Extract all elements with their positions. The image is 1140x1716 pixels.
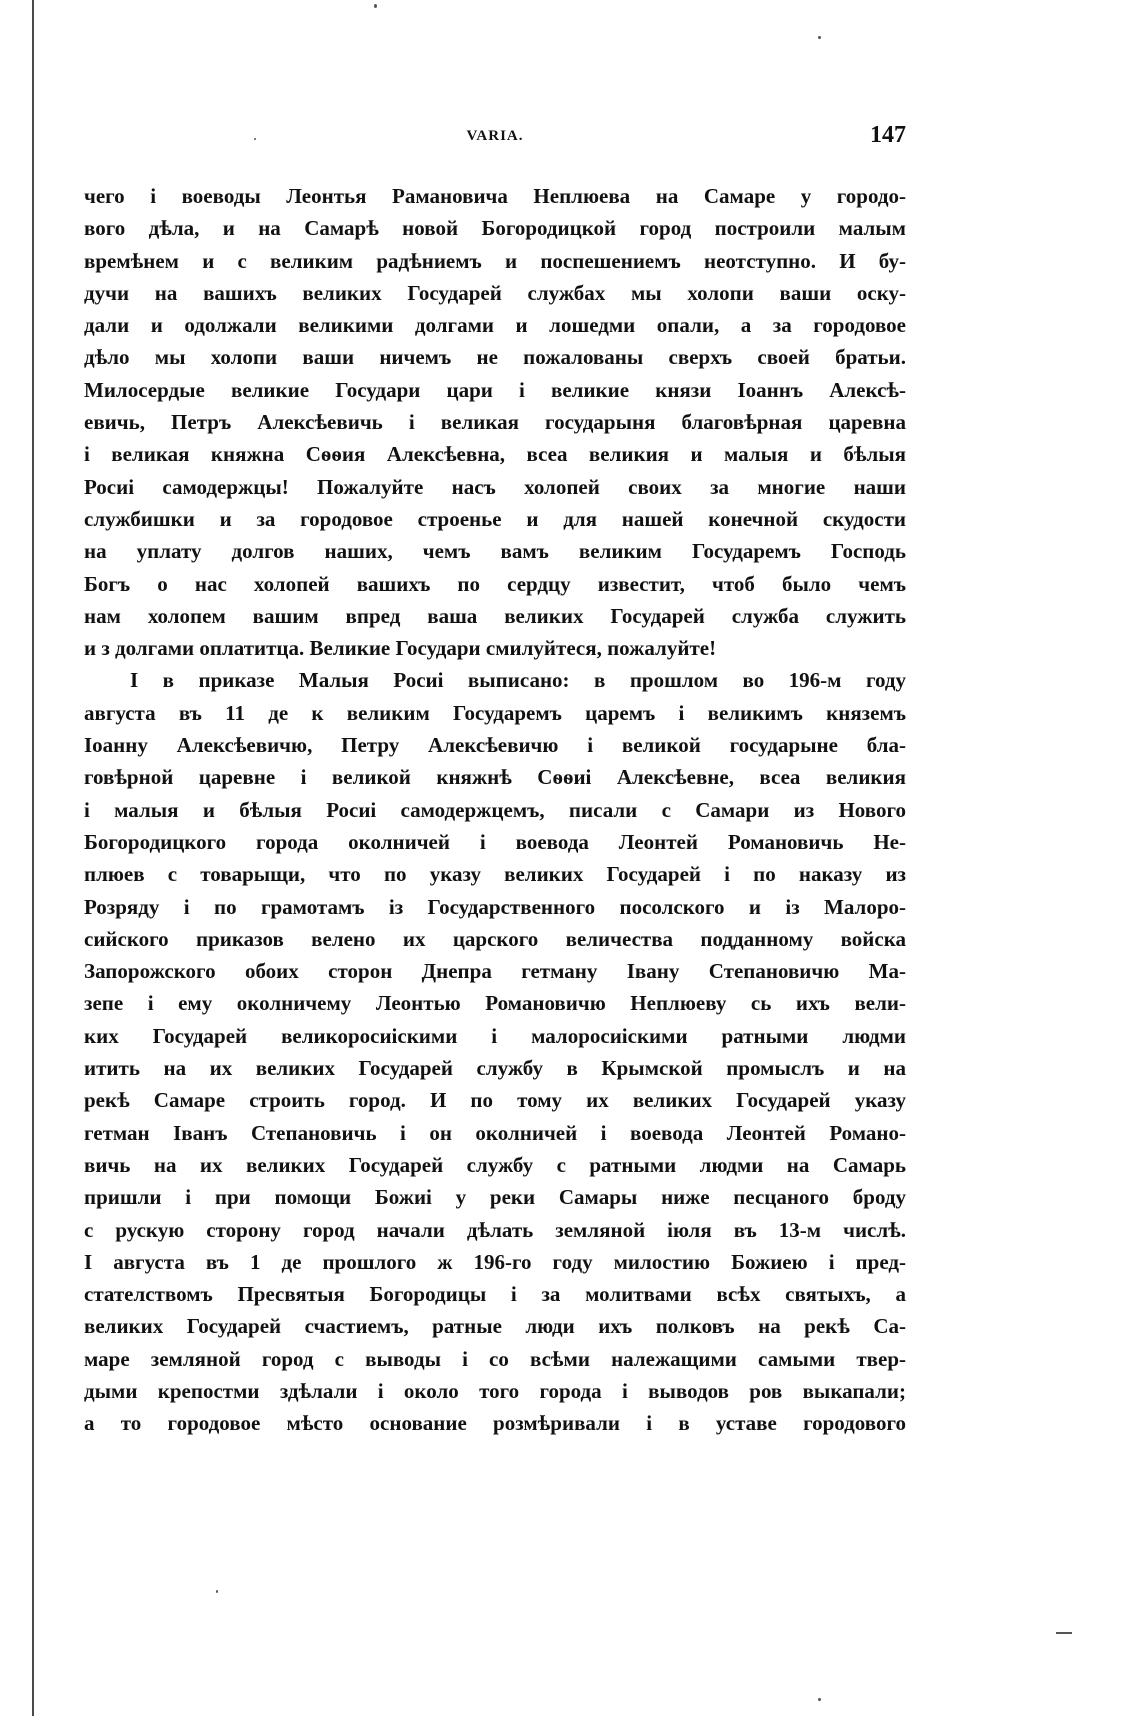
text-line: дѣло мы холопи ваши ничемъ не пожалованы сверхъ своей братьи. bbox=[84, 345, 906, 370]
scan-page-edge bbox=[32, 0, 34, 1716]
text-line: сийского приказов велено их царского величества подданному войска bbox=[84, 926, 906, 951]
text-line: ких Государей великоросиіскими і малоросиіскими ратными людми bbox=[84, 1023, 906, 1048]
text-line: времѣнем и с великим радѣниемъ и поспешениемъ неотступно. И бу- bbox=[84, 248, 906, 273]
text-line: августа въ 11 де к великим Государемъ царемъ і великимъ княземъ bbox=[84, 700, 906, 725]
text-line: Богородицкого города околничей і воевода Леонтей Романовичь Не- bbox=[84, 829, 906, 854]
body-text bbox=[84, 180, 906, 1440]
scan-speck bbox=[216, 1590, 218, 1593]
text-line: маре земляной город с выводы і со всѣми належащими самыми твер- bbox=[84, 1346, 906, 1371]
text-line: плюев с товарыщи, что по указу великих Государей і по наказу из bbox=[84, 862, 906, 887]
text-line: Запорожского обоих сторон Днепра гетману Івану Степановичю Ма- bbox=[84, 959, 906, 984]
text-line: службишки и за городовое строенье и для нашей конечной скудости bbox=[84, 506, 906, 531]
text-line: евичь, Петръ Алексѣевичь і великая государыня благовѣрная царевна bbox=[84, 410, 906, 435]
text-line: Розряду і по грамотамъ із Государственного посолского и із Малоро- bbox=[84, 894, 906, 919]
text-line: нам холопем вашим впред ваша великих Государей служба служить bbox=[84, 603, 906, 628]
text-line: а то городовое мѣсто основание розмѣривали і в уставе городового bbox=[84, 1411, 906, 1436]
text-line: и з долгами оплатитца. Великие Государи смилуйтеся, пожалуйте! bbox=[84, 636, 717, 661]
page-number: 147 bbox=[870, 122, 906, 148]
text-line: чего і воеводы Леонтья Рамановича Неплюева на Самаре у городо- bbox=[84, 184, 906, 208]
text-line: і великая княжна Сѳѳия Алексѣевна, всеа великия и малыя и бѣлыя bbox=[84, 442, 906, 467]
text-line: великих Государей счастиемъ, ратные люди ихъ полковъ на рекѣ Са- bbox=[84, 1314, 906, 1339]
scan-speck bbox=[818, 36, 821, 39]
text-line: на уплату долгов наших, чемъ вамъ великим Государемъ Господь bbox=[84, 539, 906, 564]
text-line: Іоанну Алексѣевичю, Петру Алексѣевичю і великой государыне бла- bbox=[84, 733, 906, 758]
text-line: стателствомъ Пресвятыя Богородицы і за молитвами всѣх святыхъ, а bbox=[84, 1282, 906, 1307]
text-line: Милосердые великие Государи цари і великие князи Іоаннъ Алексѣ- bbox=[84, 377, 906, 402]
text-line: говѣрной царевне і великой княжнѣ Сѳѳиі Алексѣевне, всеа великия bbox=[84, 765, 906, 790]
text-line: дали и одолжали великими долгами и лошедми опали, а за городовое bbox=[84, 313, 906, 338]
text-line: І августа въ 1 де прошлого ж 196-го году милостию Божиею і пред- bbox=[84, 1249, 906, 1274]
text-line: с рускую сторону город начали дѣлать земляной іюля въ 13-м числѣ. bbox=[84, 1217, 906, 1242]
text-line: гетман Іванъ Степановичь і он околничей і воевода Леонтей Романо- bbox=[84, 1120, 906, 1145]
text-line: Росиі самодержцы! Пожалуйте насъ холопей своих за многие наши bbox=[84, 474, 906, 499]
text-line: дучи на вашихъ великих Государей службах мы холопи ваши оску- bbox=[84, 280, 906, 305]
text-line: вого дѣла, и на Самарѣ новой Богородицкой город построили малым bbox=[84, 216, 906, 241]
text-line: зепе і ему околничему Леонтью Романовичю Неплюеву сь ихъ вели- bbox=[84, 991, 906, 1016]
scan-speck bbox=[818, 1698, 821, 1701]
text-line: рекѣ Самаре строить город. И по тому их великих Государей указу bbox=[84, 1088, 906, 1113]
scan-speck bbox=[1056, 1632, 1072, 1634]
text-line: Богъ о нас холопей вашихъ по сердцу известит, чтоб было чемъ bbox=[84, 571, 906, 596]
running-title: VARIA. bbox=[466, 128, 524, 144]
paragraph-first-line: І в приказе Малыя Росиі выписано: в прошлом во 196-м году bbox=[130, 668, 906, 693]
text-line: і малыя и бѣлыя Росиі самодержцемъ, писали с Самари из Нового bbox=[84, 797, 906, 822]
text-line: пришли і при помощи Божиі у реки Самары ниже песцаного броду bbox=[84, 1185, 906, 1210]
scan-speck bbox=[374, 4, 377, 8]
text-line: дыми крепостми здѣлали і около того города і выводов ров выкапали; bbox=[84, 1378, 906, 1403]
text-line: вичь на их великих Государей службу с ратными людми на Самарь bbox=[84, 1152, 906, 1177]
running-head bbox=[84, 122, 906, 158]
text-line: итить на их великих Государей службу в Крымской промыслъ и на bbox=[84, 1056, 906, 1081]
